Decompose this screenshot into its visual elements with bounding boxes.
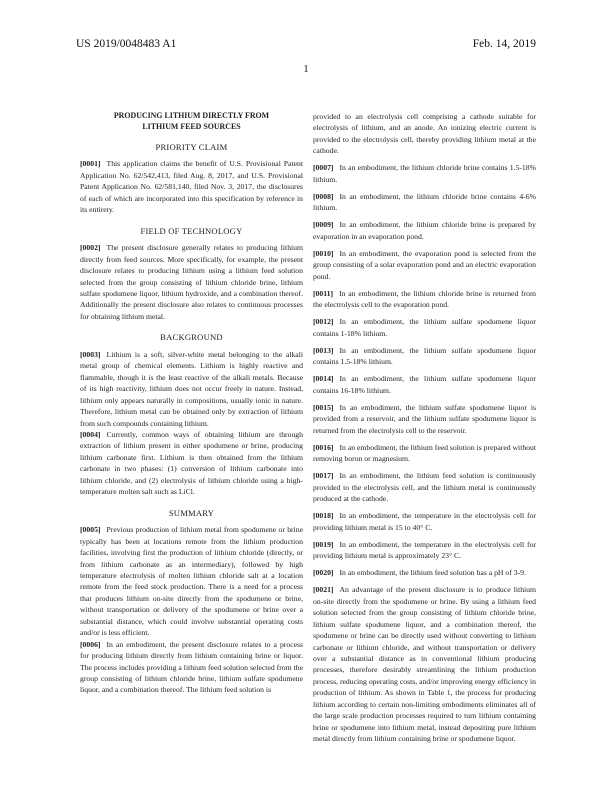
paragraph [313, 584, 536, 744]
paragraph [313, 288, 536, 311]
paragraph [313, 442, 536, 465]
paragraph-number: [0013] [313, 345, 334, 355]
paragraph-number: [0019] [313, 539, 334, 549]
right-column [313, 111, 536, 750]
paragraph-text: Previous production of lithium metal from spodumene or brine typically has been at locations remote from the lithium production facilities, involving first the production of lithium chloride (directly, or from lithium carbonate as an intermediary), followed by high temperature electrolysis of molten lithium chloride salt at a location remote from the feed stock production. There is a need for a process that produces lithium on-site directly from the spodumene or brine, without transportation or delivery of the spodumene or brine over a substantial distance, which could involve substantial operating costs and/or is less efficient. [80, 525, 303, 638]
paragraph [80, 349, 303, 429]
paragraph-text: Currently, common ways of obtaining lithium are through extraction of lithium present in either spodumene or brine, producing lithium carbonate first. Lithium is then obtained from the lithium carbonate in two phases: (1) conversion of lithium carbonate into lithium chloride, and (2) electrolysis of lithium chloride using a high-temperature molten salt such as LiCl. [80, 429, 303, 497]
paragraph-text: In an embodiment, the lithium feed solution is prepared without removing boron or magnesium. [313, 442, 536, 464]
paragraph-number: [0017] [313, 471, 334, 481]
paragraph [313, 219, 536, 242]
paragraph-text: provided to an electrolysis cell comprising a cathode suitable for electrolysis of lithium, and an anode. An ionizing electric current is provided to the electrolysis cell, thereby providing lithium metal at the cathode. [313, 112, 536, 156]
paragraph-text: In an embodiment, the lithium chloride brine is prepared by evaporation in an evaporation pond. [313, 220, 536, 241]
paragraph-text: In an embodiment, the lithium chloride brine is returned from the electrolysis cell to the evaporation pond. [313, 288, 536, 310]
paragraph [80, 242, 303, 322]
paragraph-text: In an embodiment, the lithium sulfate spodumene liquor contains 1-18% lithium. [313, 317, 536, 338]
paragraph-text: An advantage of the present disclosure is to produce lithium on-site directly from the spodumene or brine. By using a lithium feed solution selected from the group consisting of lithium chloride brine, lithium sulfate spodumene liquor, and a combination thereof, the spodumene or brine can be directly used without converting to lithium carbonate or lithium chloride, and without transportation or delivery over a substantial distance as in conventional lithium producing processes, therefore desirably streamlining the lithium production process, reducing operating costs, and/or improving energy efficiency in production of lithium. As shown in Table 1, the process for producing lithium according to certain non-limiting embodiments eliminates all of the large scale production processes required to turn lithium containing brine or spodumene into lithium metal, instead depositing pure lithium metal directly from lithium containing brine or spodumene liquor. [313, 585, 536, 744]
paragraph-number: [0012] [313, 317, 334, 327]
paragraph-number: [0005] [80, 525, 101, 535]
paragraph-number: [0014] [313, 374, 334, 384]
paragraph [313, 248, 536, 282]
paragraph-number: [0021] [313, 585, 334, 595]
paragraph-text: In an embodiment, the temperature in the electrolysis cell for providing lithium metal is 15 to 40° C. [313, 511, 536, 532]
paragraph-number: [0020] [313, 568, 334, 578]
paragraph [80, 639, 303, 696]
paragraph [80, 429, 303, 498]
paragraph-text: In an embodiment, the lithium sulfate spodumene liquor contains 16-18% lithium. [313, 374, 536, 395]
paragraph-text: In an embodiment, the lithium chloride brine contains 4-6% lithium. [313, 191, 536, 213]
paragraph-text: In an embodiment, the temperature in the electrolysis cell for providing lithium metal is approximately 23° C. [313, 539, 536, 561]
paragraph-number: [0007] [313, 163, 334, 173]
paragraph-text: In an embodiment, the lithium sulfate spodumene liquor is provided from a reservoir, and the lithium sulfate spodumene liquor is returned from the electrolysis cell to the reservoir. [313, 402, 536, 435]
left-column [80, 111, 303, 696]
paragraph [313, 567, 536, 578]
paragraph [313, 316, 536, 339]
publication-date: Feb. 14, 2019 [472, 38, 536, 50]
paragraph [313, 191, 536, 214]
paragraph [80, 524, 303, 639]
paragraph [313, 162, 536, 185]
paragraph-number: [0016] [313, 442, 334, 452]
section-heading: BACKGROUND [160, 332, 223, 343]
paragraph-text: This application claims the benefit of U.S. Provisional Patent Application No. 62/542,413, filed Aug. 8, 2017, and U.S. Provisional Patent Application No. 62/581,140, filed Nov. 3, 2017, the disclosures of each of which are incorporated into this specification by reference in its entirety. [80, 159, 303, 215]
section-heading: SUMMARY [168, 507, 215, 518]
paragraph-number: [0015] [313, 402, 334, 412]
page-number: 1 [303, 63, 309, 75]
paragraph-number: [0010] [313, 248, 334, 258]
paragraph [313, 510, 536, 533]
paragraph-number: [0011] [313, 288, 334, 298]
paragraph-text: Lithium is a soft, silver-white metal belonging to the alkali metal group of chemical elements. Lithium is highly reactive and flammable, though it is the least reactive of the alkali metals. Because of its high reactivity, lithium does not occur freely in nature. Instead, lithium only appears naturally in compositions, usually ionic in nature. Therefore, lithium metal can be obtained only by extraction of lithium from such compounds containing lithium. [80, 349, 303, 428]
paragraph-text: In an embodiment, the lithium sulfate spodumene liquor contains 1.5-18% lithium. [313, 345, 536, 367]
paragraph-number: [0001] [80, 159, 101, 169]
paragraph [80, 158, 303, 215]
paragraph-number: [0008] [313, 191, 334, 201]
paragraph-text: In an embodiment, the lithium feed solution has a pH of 3-9. [339, 568, 526, 578]
paragraph [313, 111, 536, 157]
paragraph-text: In an embodiment, the lithium chloride brine contains 1.5-18% lithium. [313, 163, 536, 184]
paragraph-text: In an embodiment, the lithium feed solution is continuously provided to the electrolysis cell, and the lithium metal is continuously produced at the cathode. [313, 471, 536, 504]
title-line: LITHIUM FEED SOURCES [142, 121, 241, 131]
paragraph-number: [0018] [313, 511, 334, 521]
paragraph [313, 345, 536, 368]
paragraph-text: The present disclosure generally relates to producing lithium directly from feed sources. More specifically, for example, the present disclosure relates to producing lithium using a lithium feed solution selected from the group consisting of lithium chloride brine, lithium sulfate spodumene liquor, lithium hydroxide, and a combination thereof. Additionally the present disclosure also relates to continuous processes for obtaining lithium metal. [80, 243, 303, 321]
paragraph [313, 539, 536, 562]
paragraph [313, 470, 536, 504]
section-heading: PRIORITY CLAIM [155, 142, 228, 152]
document-title [80, 111, 303, 132]
title-line: PRODUCING LITHIUM DIRECTLY FROM [113, 111, 270, 120]
section-heading: FIELD OF TECHNOLOGY [140, 225, 243, 236]
paragraph-text: In an embodiment, the evaporation pond is selected from the group consisting of a solar evaporation pond and an electric evaporation pond. [313, 248, 536, 281]
paragraph-text: In an embodiment, the present disclosure relates to a process for producing lithium directly from lithium containing brine or liquor. The process includes providing a lithium feed solution selected from the group consisting of lithium chloride brine, lithium sulfate spodumene liquor, and a combination thereof. The lithium feed solution is [80, 639, 303, 695]
paragraph-number: [0002] [80, 243, 101, 253]
paragraph [313, 373, 536, 396]
publication-number: US 2019/0048483 A1 [76, 38, 177, 50]
paragraph-number: [0006] [80, 639, 101, 649]
paragraph-number: [0009] [313, 220, 334, 230]
paragraph [313, 402, 536, 436]
paragraph-number: [0003] [80, 349, 101, 359]
paragraph-number: [0004] [80, 429, 101, 439]
